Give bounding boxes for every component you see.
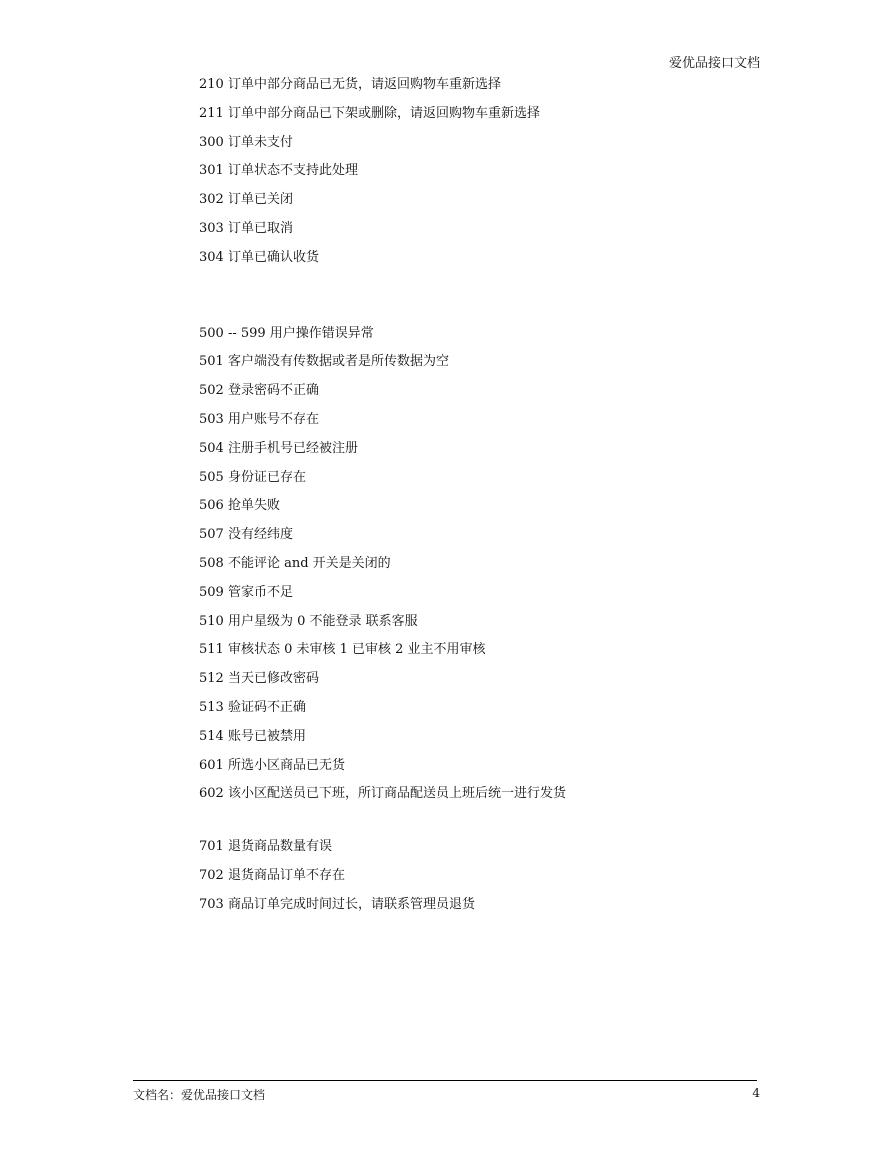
footer-document-name: 文档名：爱优品接口文档 (133, 1088, 266, 1102)
return-goods-group (199, 833, 819, 919)
error-code-line: 512 当天已修改密码 (199, 671, 319, 687)
error-code-line: 505 身份证已存在 (199, 469, 306, 485)
error-range-heading: 500 -- 599 用户操作错误异常 (199, 325, 374, 341)
error-code-line: 514 账号已被禁用 (199, 728, 306, 744)
error-code-line: 502 登录密码不正确 (199, 383, 319, 399)
error-code-line: 304 订单已确认收货 (199, 249, 319, 265)
error-code-line: 210 订单中部分商品已无货，请返回购物车重新选择 (199, 77, 501, 92)
blank-spacer (199, 273, 819, 320)
error-code-line: 602 该小区配送员已下班，所订商品配送员上班后统一进行发货 (199, 786, 566, 802)
error-code-line: 511 审核状态 0 未审核 1 已审核 2 业主不用审核 (199, 642, 486, 658)
error-code-line: 301 订单状态不支持此处理 (199, 163, 358, 179)
error-code-line: 703 商品订单完成时间过长，请联系管理员退货 (199, 896, 475, 912)
error-code-line: 302 订单已关闭 (199, 192, 293, 208)
error-code-line: 508 不能评论 and 开关是关闭的 (199, 555, 391, 571)
error-code-line: 504 注册手机号已经被注册 (199, 440, 358, 456)
order-status-group (199, 71, 819, 273)
footer-divider (133, 1080, 757, 1081)
error-code-list (199, 71, 819, 920)
error-code-line: 601 所选小区商品已无货 (199, 757, 345, 773)
error-code-line: 702 退货商品订单不存在 (199, 867, 345, 883)
error-code-line: 503 用户账号不存在 (199, 411, 319, 427)
error-code-line: 513 验证码不正确 (199, 699, 306, 715)
blank-spacer (199, 809, 819, 833)
error-code-line: 506 抢单失败 (199, 498, 280, 514)
user-operation-group (199, 320, 819, 810)
error-code-line: 501 客户端没有传数据或者是所传数据为空 (199, 354, 449, 370)
error-code-line: 300 订单未支付 (199, 134, 293, 150)
error-code-line: 701 退货商品数量有误 (199, 839, 332, 855)
page-number: 4 (752, 1086, 760, 1100)
error-code-line: 211 订单中部分商品已下架或删除，请返回购物车重新选择 (199, 105, 540, 121)
error-code-line: 509 管家币不足 (199, 584, 293, 600)
error-code-line: 303 订单已取消 (199, 220, 293, 236)
error-code-line: 510 用户星级为 0 不能登录 联系客服 (199, 613, 418, 629)
page-header-title: 爱优品接口文档 (668, 56, 760, 71)
error-code-line: 507 没有经纬度 (199, 527, 293, 543)
